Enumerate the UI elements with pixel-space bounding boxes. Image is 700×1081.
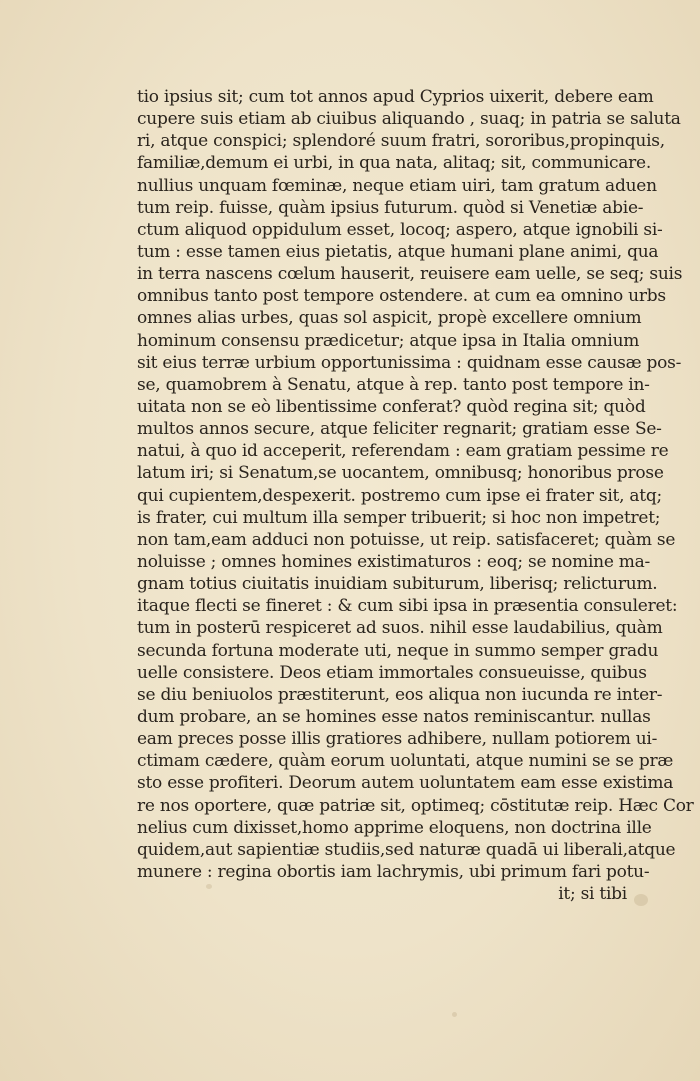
text-line: noluisse ; omnes homines existimaturos : eoq; se nomine ma- <box>137 551 651 572</box>
paper-stain <box>452 1012 457 1017</box>
text-line: tum in posterū respiceret ad suos. nihil esse laudabilius, quàm <box>137 618 663 639</box>
text-line: familiæ,demum ei urbi, in qua nata, alitaq; sit, communicare. <box>137 153 652 174</box>
text-line: uelle consistere. Deos etiam immortales consueuisse, quibus <box>137 662 647 683</box>
text-line: itaque flecti se fineret : & cum sibi ipsa in præsentia consuleret: <box>137 596 678 617</box>
text-line: se diu beniuolos præstiterunt, eos aliqua non iucunda re inter- <box>137 684 663 705</box>
text-line: ri, atque conspici; splendoré suum fratri, sororibus,propinquis, <box>137 131 665 152</box>
text-line: hominum consensu prædicetur; atque ipsa in Italia omnium <box>137 330 640 351</box>
text-line: ctimam cædere, quàm eorum uoluntati, atque numini se se præ <box>137 751 674 772</box>
text-line: is frater, cui multum illa semper tribuerit; si hoc non impetret; <box>137 507 661 528</box>
paper-stain <box>634 894 648 906</box>
text-line: sit eius terræ urbium opportunissima : quidnam esse causæ pos- <box>137 352 682 373</box>
text-line: nullius unquam fœminæ, neque etiam uiri, tam gratum aduen <box>137 175 657 196</box>
text-line: re nos oportere, quæ patriæ sit, optimeq; cōstitutæ reip. Hæc Cor <box>137 795 694 816</box>
text-line: gnam totius ciuitatis inuidiam subiturum, liberisq; relicturum. <box>137 574 658 595</box>
text-line: in terra nascens cœlum hauserit, reuisere eam uelle, se seq; suis <box>137 264 683 285</box>
text-line: omnes alias urbes, quas sol aspicit, propè excellere omnium <box>137 308 642 329</box>
text-line: dum probare, an se homines esse natos reminiscantur. nullas <box>137 706 651 727</box>
text-line: natui, à quo id acceperit, referendam : eam gratiam pessime re <box>137 441 669 462</box>
text-line: tio ipsius sit; cum tot annos apud Cyprios uixerit, debere eam <box>137 87 654 107</box>
text-line: munere : regina obortis iam lachrymis, ubi primum fari potu- <box>137 861 650 882</box>
text-line: cupere suis etiam ab ciuibus aliquando , suaq; in patria se saluta <box>137 109 681 130</box>
text-line: secunda fortuna moderate uti, neque in summo semper gradu <box>137 640 659 661</box>
text-line: ctum aliquod oppidulum esset, locoq; aspero, atque ignobili si- <box>137 219 663 240</box>
latin-text-block <box>137 86 694 905</box>
text-line: omnibus tanto post tempore ostendere. at cum ea omnino urbs <box>137 286 666 307</box>
text-line: tum reip. fuisse, quàm ipsius futurum. quòd si Venetiæ abie- <box>137 197 644 218</box>
text-line: eam preces posse illis gratiores adhibere, nullam potiorem ui- <box>137 729 658 750</box>
text-line: tum : esse tamen eius pietatis, atque humani plane animi, qua <box>137 241 659 262</box>
text-line: uitata non se eò libentissime conferat? quòd regina sit; quòd <box>137 396 646 417</box>
text-line: se, quamobrem à Senatu, atque à rep. tanto post tempore in- <box>137 374 650 395</box>
text-line: multos annos secure, atque feliciter regnarit; gratiam esse Se- <box>137 419 662 440</box>
text-line: nelius cum dixisset,homo apprime eloquens, non doctrina ille <box>137 817 652 838</box>
paper-stain <box>206 884 212 889</box>
text-line: non tam,eam adduci non potuisse, ut reip. satisfaceret; quàm se <box>137 529 676 550</box>
text-line: latum iri; si Senatum,se uocantem, omnibusq; honoribus prose <box>137 463 664 484</box>
text-line: sto esse profiteri. Deorum autem uoluntatem eam esse existima <box>137 773 674 794</box>
text-line: quidem,aut sapientiæ studiis,sed naturæ quadā ui liberali,atque <box>137 839 676 860</box>
catchword: it; si tibi <box>558 884 627 905</box>
text-line: qui cupientem,despexerit. postremo cum ipse ei frater sit, atq; <box>137 485 662 506</box>
